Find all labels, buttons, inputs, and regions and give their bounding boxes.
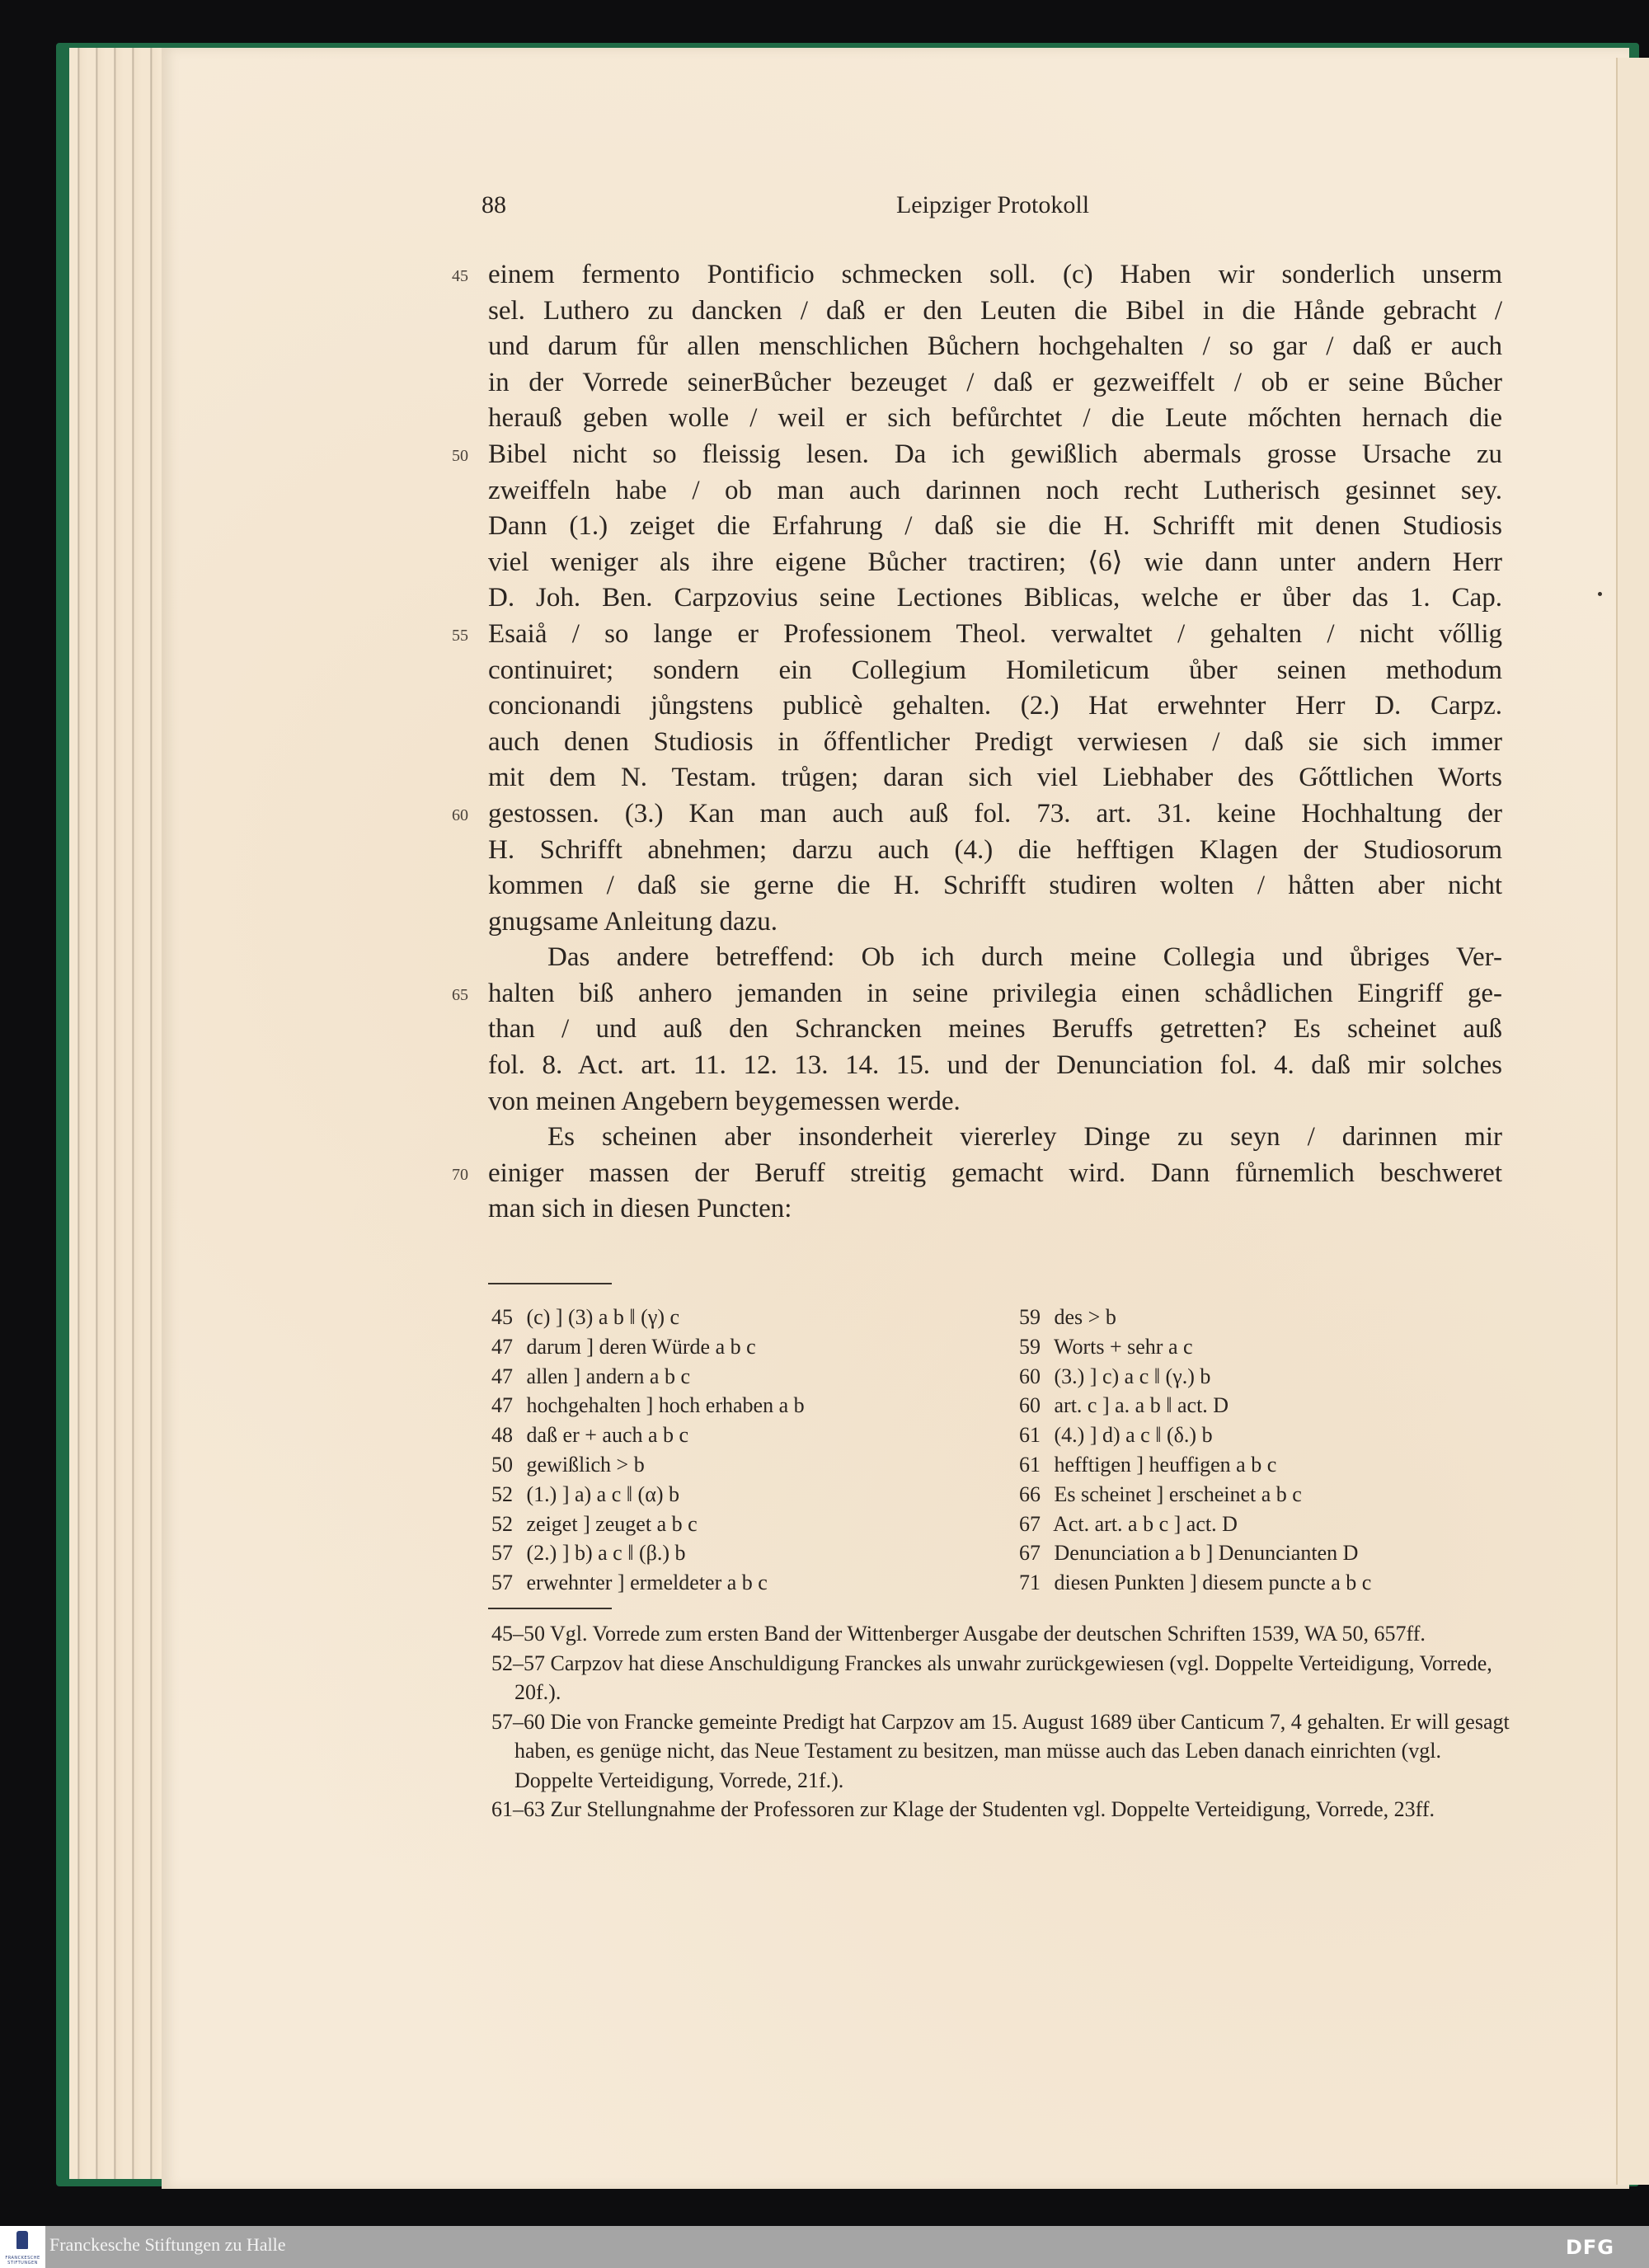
- apparatus-line-ref: 61: [1019, 1423, 1041, 1448]
- line-text: mit dem N. Testam. trůgen; daran sich viel Liebhaber des Gőttlichen Worts: [488, 763, 1502, 793]
- text-line: [488, 401, 1502, 437]
- apparatus-entry: [491, 1420, 1003, 1450]
- apparatus-entry: [1019, 1538, 1530, 1568]
- apparatus-entry: [491, 1332, 1003, 1362]
- line-text: und darum fůr allen menschlichen Bůchern hochgehalten / so gar / daß er auch: [488, 331, 1502, 362]
- line-text: fol. 8. Act. art. 11. 12. 13. 14. 15. und der Denunciation fol. 4. daß mir solches: [488, 1050, 1502, 1081]
- line-text: Dann (1.) zeiget die Erfahrung / daß sie die H. Schrifft mit denen Studiosis: [488, 511, 1502, 542]
- text-line: [452, 617, 1502, 653]
- line-number: 65: [452, 985, 468, 1004]
- apparatus-variant: zeiget ] zeuget a b c: [526, 1511, 698, 1536]
- apparatus-entry: [1019, 1332, 1530, 1362]
- apparatus-entry: [1019, 1420, 1530, 1450]
- commentary-note: 57–60 Die von Francke gemeinte Predigt hat Carpzov am 15. August 1689 über Canticum 7, 4 gehalten. Er will gesagt haben, es genüge nicht, das Neue Testament zu besitzen, man müsse auch das Leben danach einrichten (vgl. Doppelte Verteidigung, Vorrede, 21f.).: [491, 1709, 1510, 1792]
- text-line: [488, 940, 1502, 976]
- text-line: [488, 1012, 1502, 1048]
- apparatus-entry: [491, 1303, 1003, 1332]
- line-text: von meinen Angebern beygemessen werde.: [488, 1086, 961, 1116]
- text-line: [488, 725, 1502, 761]
- apparatus-line-ref: 67: [1019, 1511, 1041, 1536]
- line-text: continuiret; sondern ein Collegium Homileticum ůber seinen methodum: [488, 655, 1502, 685]
- apparatus-entry: [491, 1510, 1003, 1539]
- line-text: viel weniger als ihre eigene Bůcher tractiren; ⟨6⟩ wie dann unter andern Herr: [488, 547, 1502, 577]
- apparatus-entry: [1019, 1480, 1530, 1510]
- apparatus-variant: gewißlich > b: [526, 1452, 645, 1477]
- text-line: [452, 976, 1502, 1012]
- apparatus-line-ref: 66: [1019, 1481, 1041, 1506]
- line-text: herauß geben wolle / weil er sich befůrchtet / die Leute mőchten hernach die: [488, 403, 1502, 434]
- apparatus-entry: [491, 1391, 1003, 1420]
- apparatus-line-ref: 59: [1019, 1334, 1041, 1359]
- apparatus-variant: allen ] andern a b c: [526, 1364, 691, 1388]
- line-text: Bibel nicht so fleissig lesen. Da ich gewißlich abermals grosse Ursache zu: [488, 439, 1502, 469]
- apparatus-entry: [491, 1450, 1003, 1480]
- commentary-note: 61–63 Zur Stellungnahme der Professoren zur Klage der Studenten vgl. Doppelte Verteidigung, Vorrede, 23ff.: [491, 1797, 1435, 1821]
- apparatus-variant: hefftigen ] heuffigen a b c: [1054, 1452, 1277, 1477]
- apparatus-variant: erwehnter ] ermeldeter a b c: [526, 1571, 768, 1595]
- apparatus-variant: (2.) ] b) a c ‖ (β.) b: [526, 1541, 686, 1566]
- text-line: [488, 293, 1502, 330]
- notes-rule: [488, 1608, 612, 1609]
- apparatus-line-ref: 50: [491, 1452, 513, 1477]
- apparatus-line-ref: 48: [491, 1423, 513, 1448]
- apparatus-variant: darum ] deren Würde a b c: [526, 1334, 756, 1359]
- apparatus-variant: des > b: [1054, 1305, 1116, 1329]
- text-line: [488, 1191, 1502, 1228]
- apparatus-column-left: [491, 1303, 1003, 1598]
- line-text: sel. Luthero zu dancken / daß er den Leuten die Bibel in die Hånde gebracht /: [488, 295, 1502, 326]
- apparatus-entry: [491, 1568, 1003, 1598]
- apparatus-line-ref: 57: [491, 1571, 513, 1595]
- line-text: D. Joh. Ben. Carpzovius seine Lectiones Biblicas, welche er ůber das 1. Cap.: [488, 583, 1502, 613]
- apparatus-variant: Denunciation a b ] Denuncianten D: [1054, 1541, 1359, 1566]
- apparatus-line-ref: 45: [491, 1305, 513, 1329]
- line-text: gnugsame Anleitung dazu.: [488, 906, 778, 937]
- text-line: [488, 1120, 1502, 1156]
- text-line: [488, 365, 1502, 401]
- franckesche-stiftungen-logo[interactable]: [0, 2226, 45, 2268]
- text-line: [488, 509, 1502, 545]
- margin-mark: [1598, 592, 1602, 596]
- main-text: [452, 257, 1502, 1228]
- line-text: than / und auß den Schrancken meines Beruffs getretten? Es scheinet auß: [488, 1014, 1502, 1045]
- apparatus-rule: [488, 1283, 612, 1284]
- apparatus-entry: [491, 1480, 1003, 1510]
- apparatus-entry: [491, 1538, 1003, 1568]
- apparatus-entry: [1019, 1391, 1530, 1420]
- dfg-logo[interactable]: DFG: [1565, 2236, 1614, 2259]
- apparatus-entry: [1019, 1568, 1530, 1598]
- apparatus-line-ref: 60: [1019, 1393, 1041, 1418]
- facing-page-edge: [1618, 58, 1649, 2185]
- line-text: Esaiå / so lange er Professionem Theol. verwaltet / gehalten / nicht vőllig: [488, 618, 1502, 649]
- apparatus-line-ref: 47: [491, 1334, 513, 1359]
- text-line: [488, 1048, 1502, 1084]
- text-line: [488, 473, 1502, 509]
- line-text: Das andere betreffend: Ob ich durch meine Collegia und ůbriges Ver-: [547, 942, 1502, 973]
- apparatus-line-ref: 61: [1019, 1452, 1041, 1477]
- line-number: 45: [452, 267, 468, 285]
- apparatus-line-ref: 59: [1019, 1305, 1041, 1329]
- line-text: zweiffeln habe / ob man auch darinnen noch recht Lutherisch gesinnet sey.: [488, 475, 1502, 505]
- page-number: 88: [482, 191, 506, 218]
- footer-bar: [0, 2226, 1649, 2268]
- page-edges: [69, 48, 168, 2179]
- line-text: einiger massen der Beruff streitig gemacht wird. Dann fůrnemlich beschweret: [488, 1157, 1502, 1188]
- text-line: [488, 580, 1502, 617]
- line-number: 55: [452, 626, 468, 645]
- apparatus-variant: Worts + sehr a c: [1054, 1334, 1193, 1359]
- line-text: H. Schrifft abnehmen; darzu auch (4.) die hefftigen Klagen der Studiosorum: [488, 834, 1502, 865]
- line-text: auch denen Studiosis in őffentlicher Predigt verwiesen / daß sie sich immer: [488, 726, 1502, 757]
- text-line: [488, 653, 1502, 689]
- apparatus-variant: (4.) ] d) a c ‖ (δ.) b: [1054, 1423, 1213, 1448]
- text-line: [488, 904, 1502, 941]
- text-line: [488, 329, 1502, 365]
- text-line: [452, 257, 1502, 293]
- apparatus-variant: daß er + auch a b c: [526, 1423, 689, 1448]
- line-number: 70: [452, 1165, 468, 1184]
- text-line: [488, 688, 1502, 725]
- apparatus-variant: (c) ] (3) a b ‖ (γ) c: [526, 1305, 680, 1329]
- apparatus-line-ref: 52: [491, 1511, 513, 1536]
- apparatus-entry: [1019, 1303, 1530, 1332]
- commentary-note: 45–50 Vgl. Vorrede zum ersten Band der Wittenberger Ausgabe der deutschen Schriften 1539, WA 50, 657ff.: [491, 1622, 1426, 1646]
- text-line: [452, 1156, 1502, 1192]
- running-head: [482, 191, 1504, 224]
- apparatus-line-ref: 57: [491, 1541, 513, 1566]
- logo-figure-icon: [16, 2231, 28, 2249]
- apparatus-line-ref: 47: [491, 1393, 513, 1418]
- apparatus-line-ref: 67: [1019, 1541, 1041, 1566]
- line-text: gestossen. (3.) Kan man auch auß fol. 73. art. 31. keine Hochhaltung der: [488, 798, 1502, 829]
- commentary-notes: [491, 1619, 1522, 1824]
- line-text: concionandi jůngstens publicè gehalten. (2.) Hat erwehnter Herr D. Carpz.: [488, 691, 1502, 721]
- line-text: Es scheinen aber insonderheit viererley Dinge zu seyn / darinnen mir: [547, 1122, 1502, 1153]
- apparatus-line-ref: 60: [1019, 1364, 1041, 1388]
- line-text: kommen / daß sie gerne die H. Schrifft studiren wolten / håtten aber nicht: [488, 871, 1502, 901]
- apparatus-line-ref: 71: [1019, 1571, 1041, 1595]
- line-text: halten biß anhero jemanden in seine privilegia einen schådlichen Eingriff ge-: [488, 978, 1502, 1008]
- apparatus-column-right: [1019, 1303, 1530, 1598]
- apparatus-line-ref: 47: [491, 1364, 513, 1388]
- apparatus-variant: hochgehalten ] hoch erhaben a b: [526, 1393, 805, 1418]
- line-text: man sich in diesen Puncten:: [488, 1194, 792, 1224]
- apparatus-variant: art. c ] a. a b ‖ act. D: [1054, 1393, 1229, 1418]
- apparatus-entry: [491, 1362, 1003, 1392]
- apparatus-variant: (1.) ] a) a c ‖ (α) b: [526, 1481, 679, 1506]
- line-text: einem fermento Pontificio schmecken soll. (c) Haben wir sonderlich unserm: [488, 260, 1502, 289]
- apparatus-variant: Act. art. a b c ] act. D: [1053, 1511, 1238, 1536]
- line-number: 50: [452, 446, 468, 465]
- line-number: 60: [452, 805, 468, 824]
- text-line: [488, 868, 1502, 904]
- apparatus-variant: Es scheinet ] erscheinet a b c: [1054, 1481, 1302, 1506]
- apparatus-entry: [1019, 1362, 1530, 1392]
- apparatus-line-ref: 52: [491, 1481, 513, 1506]
- text-line: [488, 545, 1502, 581]
- apparatus-entry: [1019, 1450, 1530, 1480]
- institution-name[interactable]: Franckesche Stiftungen zu Halle: [49, 2234, 286, 2255]
- commentary-note: 52–57 Carpzov hat diese Anschuldigung Franckes als unwahr zurückgewiesen (vgl. Doppelte Verteidigung, Vorrede, 20f.).: [491, 1651, 1492, 1704]
- text-line: [488, 833, 1502, 869]
- apparatus-variant: (3.) ] c) a c ‖ (γ.) b: [1054, 1364, 1211, 1388]
- logo-caption: FRANCKESCHE STIFTUNGEN: [5, 2256, 40, 2266]
- text-line: [488, 1084, 1502, 1120]
- running-title: Leipziger Protokoll: [895, 191, 1090, 218]
- text-line: [452, 796, 1502, 833]
- line-text: in der Vorrede seinerBůcher bezeuget / daß er gezweiffelt / ob er seine Bůcher: [488, 367, 1502, 397]
- text-line: [488, 760, 1502, 796]
- apparatus-variant: diesen Punkten ] diesem puncte a b c: [1054, 1571, 1372, 1595]
- apparatus-entry: [1019, 1510, 1530, 1539]
- text-line: [452, 437, 1502, 473]
